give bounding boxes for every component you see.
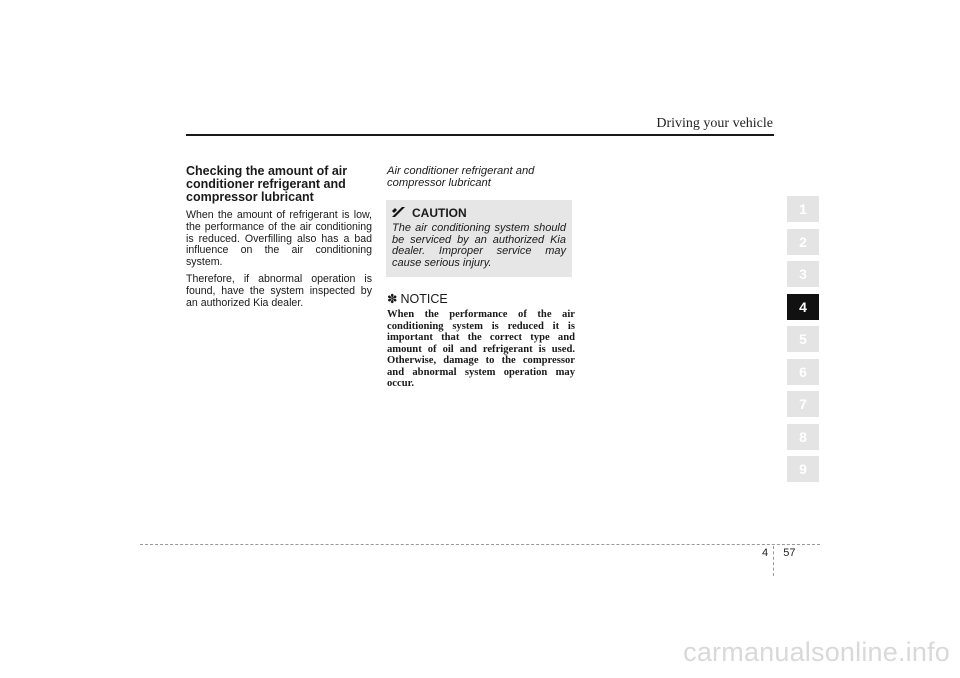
- chapter-tab-4[interactable]: 4: [787, 294, 819, 320]
- left-column: [186, 165, 372, 314]
- chapter-tab-9[interactable]: 9: [787, 456, 819, 482]
- right-column: [387, 165, 575, 390]
- header-rule: [186, 134, 774, 136]
- chapter-tabs: [787, 196, 819, 489]
- page-number: [762, 547, 796, 559]
- chapter-tab-3[interactable]: 3: [787, 261, 819, 287]
- page-header-title: Driving your vehicle: [656, 116, 773, 131]
- chapter-tab-2[interactable]: 2: [787, 229, 819, 255]
- notice-title: NOTICE: [400, 292, 448, 307]
- caution-title-row: [392, 206, 566, 220]
- notice-asterisk-icon: ✽: [387, 292, 398, 307]
- paragraph: Therefore, if abnormal operation is found, have the system inspected by an authorized Kia dealer.: [186, 272, 372, 309]
- page-index: 57: [783, 547, 796, 559]
- footer-rule: [140, 544, 820, 545]
- section-heading: Checking the amount of air conditioner refrigerant and compressor lubricant: [186, 164, 348, 204]
- paragraph: When the amount of refrigerant is low, the performance of the air conditioning is reduced. Overfilling also has a bad influence on the air conditioning system.: [186, 209, 372, 269]
- caution-box: [386, 200, 572, 277]
- notice-text: When the performance of the air conditioning system is reduced it is important that the correct type and amount of oil and refrigerant is used. Otherwise, damage to the compressor and abnormal system operation may occur.: [387, 309, 575, 390]
- chapter-tab-7[interactable]: 7: [787, 391, 819, 417]
- chapter-number: 4: [762, 547, 769, 559]
- caution-text: The air conditioning system should be serviced by an authorized Kia dealer. Improper service may cause serious injury.: [392, 222, 566, 269]
- chapter-tab-8[interactable]: 8: [787, 424, 819, 450]
- caution-title: CAUTION: [412, 206, 467, 220]
- chapter-tab-5[interactable]: 5: [787, 326, 819, 352]
- subsection-heading: Air conditioner refrigerant and compressor lubricant: [387, 165, 535, 189]
- caution-icon: [392, 206, 408, 220]
- watermark: carmanualsonline.info: [683, 637, 950, 667]
- chapter-tab-1[interactable]: 1: [787, 196, 819, 222]
- notice-title-row: [387, 292, 575, 306]
- chapter-tab-6[interactable]: 6: [787, 359, 819, 385]
